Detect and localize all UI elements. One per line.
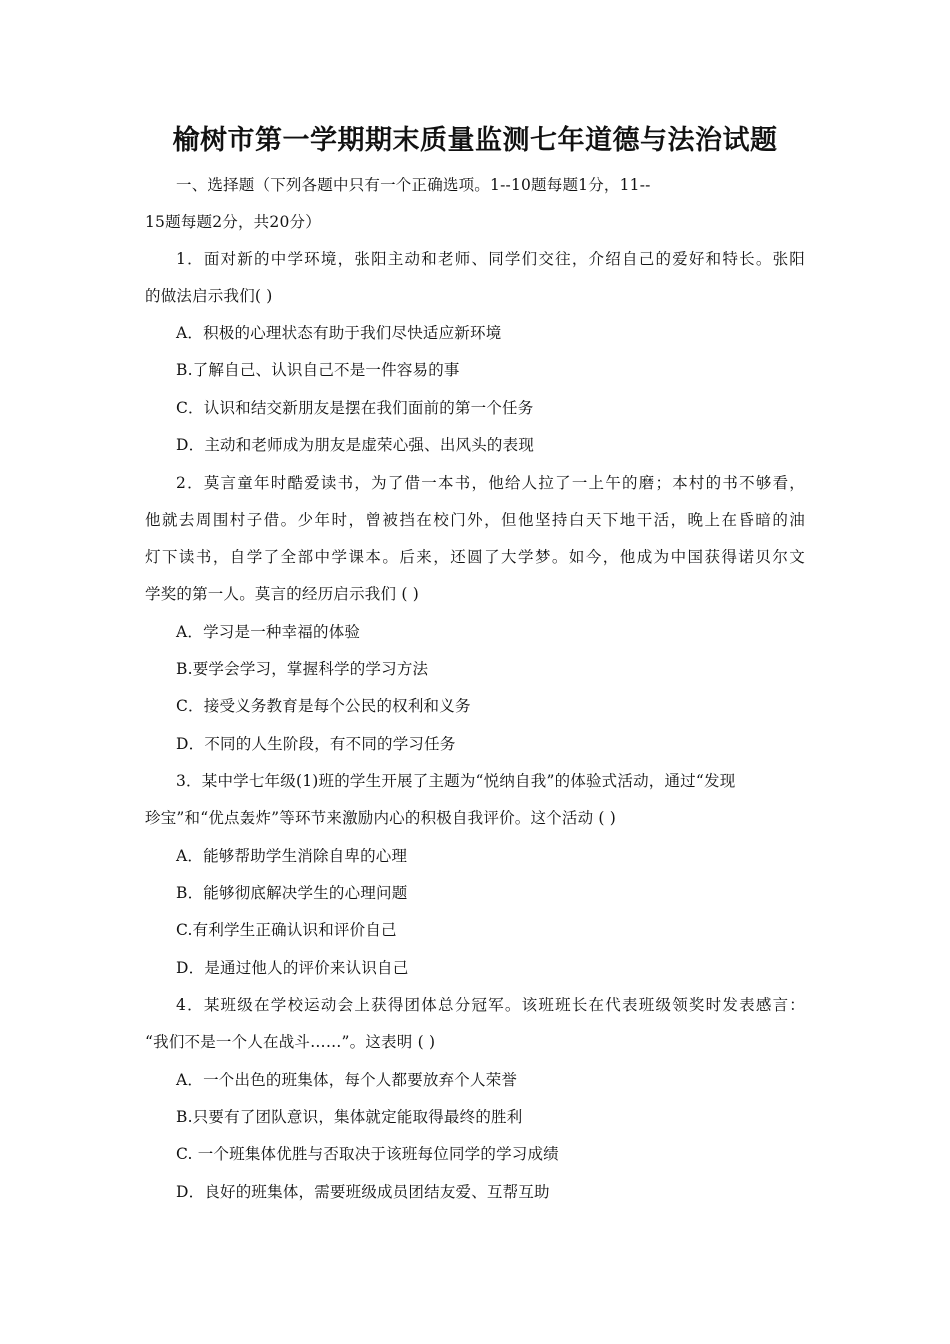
exam-title: 榆树市第一学期期末质量监测七年道德与法治试题 bbox=[172, 125, 778, 156]
question-1-option-d: D．主动和老师成为朋友是虚荣心强、出风头的表现 bbox=[176, 436, 535, 454]
question-4-option-b: B.只要有了团队意识，集体就定能取得最终的胜利 bbox=[176, 1108, 523, 1126]
question-2-option-a: A．学习是一种幸福的体验 bbox=[176, 623, 361, 641]
question-4-option-a: A．一个出色的班集体，每个人都要放弃个人荣誉 bbox=[176, 1071, 518, 1089]
question-2-option-d: D．不同的人生阶段，有不同的学习任务 bbox=[176, 735, 456, 753]
question-3-stem-line-2: 珍宝”和“优点轰炸”等环节来激励内心的积极自我评价。这个活动 ( ) bbox=[145, 809, 617, 827]
question-4-stem-line-2: “我们不是一个人在战斗……”。这表明 ( ) bbox=[145, 1033, 436, 1051]
question-3-option-d: D．是通过他人的评价来认识自己 bbox=[176, 959, 409, 977]
question-4-option-d: D．良好的班集体，需要班级成员团结友爱、互帮互助 bbox=[176, 1183, 550, 1201]
section-heading-line-2: 15题每题2分，共20分） bbox=[145, 213, 321, 231]
section-heading-line-1: 一、选择题（下列各题中只有一个正确选项。1--10题每题1分，11-- bbox=[176, 176, 651, 194]
question-2-stem-line-1: 2．莫言童年时酷爱读书，为了借一本书，他给人拉了一上午的磨；本村的书不够看， bbox=[176, 474, 805, 492]
question-3-option-c: C.有利学生正确认识和评价自己 bbox=[176, 921, 397, 939]
question-1-stem-line-2: 的做法启示我们( ) bbox=[145, 287, 273, 305]
question-2-stem-line-2: 他就去周围村子借。少年时，曾被挡在校门外，但他坚持白天下地干活，晚上在昏暗的油 bbox=[145, 511, 805, 529]
question-3-option-a: A．能够帮助学生消除自卑的心理 bbox=[176, 847, 408, 865]
question-1-option-a: A．积极的心理状态有助于我们尽快适应新环境 bbox=[176, 324, 502, 342]
question-3-option-b: B．能够彻底解决学生的心理问题 bbox=[176, 884, 408, 902]
question-1-stem-line-1: 1．面对新的中学环境，张阳主动和老师、同学们交往，介绍自己的爱好和特长。张阳 bbox=[176, 250, 805, 268]
question-1-option-b: B.了解自己、认识自己不是一件容易的事 bbox=[176, 361, 460, 379]
question-1-option-c: C．认识和结交新朋友是摆在我们面前的第一个任务 bbox=[176, 399, 534, 417]
question-2-stem-line-3: 灯下读书，自学了全部中学课本。后来，还圆了大学梦。如今，他成为中国获得诺贝尔文 bbox=[145, 548, 805, 566]
question-2-stem-line-4: 学奖的第一人。莫言的经历启示我们 ( ) bbox=[145, 585, 419, 603]
question-2-option-b: B.要学会学习，掌握科学的学习方法 bbox=[176, 660, 429, 678]
question-2-option-c: C．接受义务教育是每个公民的权利和义务 bbox=[176, 697, 471, 715]
question-3-stem-line-1: 3．某中学七年级(1)班的学生开展了主题为“悦纳自我”的体验式活动，通过“发现 bbox=[176, 772, 736, 790]
question-4-option-c: C. 一个班集体优胜与否取决于该班每位同学的学习成绩 bbox=[176, 1145, 559, 1163]
question-4-stem-line-1: 4．某班级在学校运动会上获得团体总分冠军。该班班长在代表班级领奖时发表感言： bbox=[176, 996, 805, 1014]
